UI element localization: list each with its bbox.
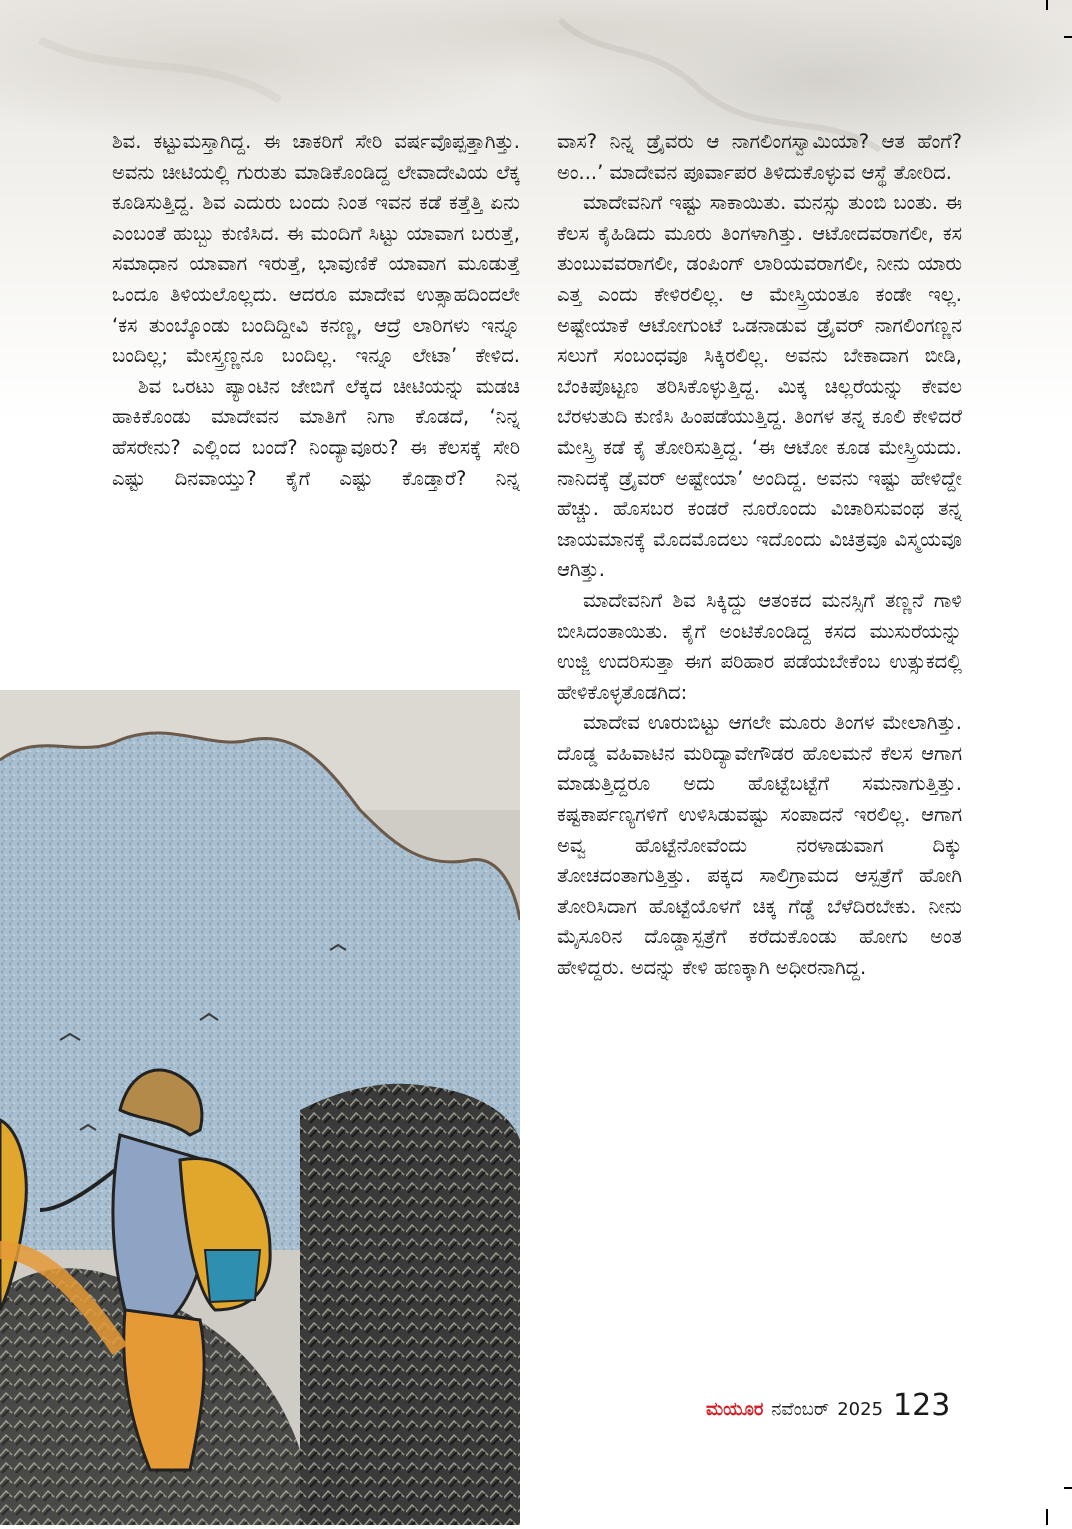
- article-paragraph: ವಾಸ? ನಿನ್ನ ಡ್ರೈವರು ಆ ನಾಗಲಿಂಗಸ್ವಾಮಿಯಾ? ಆತ ಹೆಂಗೆ? ಅಂ...’ ಮಾದೇವನ ಪೂರ್ವಾಪರ ತಿಳಿದುಕೊಳ್ಳುವ ಆಸ್ಥೆ ತೋರಿದ.: [557, 130, 962, 184]
- page-footer: [706, 1388, 966, 1432]
- crop-mark: [1064, 36, 1072, 38]
- article-paragraph: ಶಿವ ಒರಟು ಪ್ಯಾಂಟಿನ ಜೇಬಿಗೆ ಲೆಕ್ಕದ ಚೀಟಿಯನ್ನು ಮಡಚಿ ಹಾಕಿಕೊಂಡು ಮಾದೇವನ ಮಾತಿಗೆ ನಿಗಾ ಕೊಡದೆ, ‘ನಿನ್ನ ಹೆಸರೇನು? ಎಲ್ಲಿಂದ ಬಂದೆ? ನಿಂದ್ಯಾವೂರು? ಈ ಕೆಲಸಕ್ಕೆ ಸೇರಿ ಎಷ್ಟು ದಿನವಾಯ್ತು? ಕೈಗೆ ಎಷ್ಟು ಕೊಡ್ತಾರೆ? ನಿನ್ನ: [112, 374, 520, 490]
- article-paragraph: ಮಾದೇವನಿಗೆ ಶಿವ ಸಿಕ್ಕಿದ್ದು ಆತಂಕದ ಮನಸ್ಸಿಗೆ ತಣ್ಣನೆ ಗಾಳಿ ಬೀಸಿದಂತಾಯಿತು. ಕೈಗೆ ಅಂಟಿಕೊಂಡಿದ್ದ ಕಸದ ಮುಸುರೆಯನ್ನು ಉಜ್ಜಿ ಉದರಿಸುತ್ತಾ ಈಗ ಪರಿಹಾರ ಪಡೆಯಬೇಕೆಂಬ ಉತ್ಸುಕದಲ್ಲಿ ಹೇಳಿಕೊಳ್ಳತೊಡಗಿದ:: [557, 588, 962, 704]
- article-paragraph: ಮಾದೇವ ಊರುಬಿಟ್ಟು ಆಗಲೇ ಮೂರು ತಿಂಗಳ ಮೇಲಾಗಿತ್ತು. ದೊಡ್ಡ ವಹಿವಾಟಿನ ಮರಿದ್ಯಾವೇಗೌಡರ ಹೊಲಮನೆ ಕೆಲಸ ಆಗಾಗ ಮಾಡುತ್ತಿದ್ದರೂ ಅದು ಹೊಟ್ಟೆಬಟ್ಟೆಗೆ ಸಮನಾಗುತ್ತಿತ್ತು. ಕಷ್ಟಕಾರ್ಪಣ್ಯಗಳಿಗೆ ಉಳಿಸಿಡುವಷ್ಟು ಸಂಪಾದನೆ ಇರಲಿಲ್ಲ. ಆಗಾಗ ಅವ್ವ ಹೊಟ್ಟೆನೋವೆಂದು ನರಳಾಡುವಾಗ ದಿಕ್ಕು ತೋಚದಂತಾಗುತ್ತಿತ್ತು. ಪಕ್ಕದ ಸಾಲಿಗ್ರಾಮದ ಆಸ್ಪತ್ರೆಗೆ ಹೋಗಿ ತೋರಿಸಿದಾಗ ಹೊಟ್ಟೆಯೊಳಗೆ ಚಿಕ್ಕ ಗೆಡ್ಡೆ ಬೆಳೆದಿರಬೇಕು. ನೀನು ಮೈಸೂರಿನ ದೊಡ್ಡಾಸ್ಪತ್ರೆಗೆ ಕರೆದುಕೊಂಡು ಹೋಗು ಅಂತ ಹೇಳಿದ್ದರು. ಅದನ್ನು ಕೇಳಿ ಹಣಕ್ಕಾಗಿ ಅಧೀರನಾಗಿದ್ದ.: [557, 711, 962, 980]
- illustration-hikers-art: [0, 690, 520, 1525]
- article-column-right: [557, 127, 962, 984]
- crop-mark: [1064, 1487, 1072, 1489]
- page-number: 123: [893, 1388, 951, 1423]
- story-illustration: [0, 690, 520, 1525]
- issue-month: ನವೆಂಬರ್: [771, 1399, 830, 1420]
- crop-mark: [1046, 1509, 1048, 1525]
- issue-year: 2025: [837, 1399, 884, 1420]
- magazine-brand-logo: ಮಯೂರ: [706, 1399, 764, 1420]
- crop-mark: [1046, 0, 1048, 10]
- article-paragraph: ಶಿವ. ಕಟ್ಟುಮಸ್ತಾಗಿದ್ದ. ಈ ಚಾಕರಿಗೆ ಸೇರಿ ವರ್ಷವೊಪ್ಪತ್ತಾಗಿತ್ತು. ಅವನು ಚೀಟಿಯಲ್ಲಿ ಗುರುತು ಮಾಡಿಕೊಂಡಿದ್ದ ಲೇವಾದೇವಿಯ ಲೆಕ್ಕ ಕೂಡಿಸುತ್ತಿದ್ದ. ಶಿವ ಎದುರು ಬಂದು ನಿಂತ ಇವನ ಕಡೆ ಕತ್ತೆತ್ತಿ ಏನು ಎಂಬಂತೆ ಹುಬ್ಬು ಕುಣಿಸಿದ. ಈ ಮಂದಿಗೆ ಸಿಟ್ಟು ಯಾವಾಗ ಬರುತ್ತೆ, ಸಮಾಧಾನ ಯಾವಾಗ ಇರುತ್ತೆ, ಭಾವುಣಿಕೆ ಯಾವಾಗ ಮೂಡುತ್ತೆ ಒಂದೂ ತಿಳಿಯಲೊಲ್ಲದು. ಆದರೂ ಮಾದೇವ ಉತ್ಸಾಹದಿಂದಲೇ ‘ಕಸ ತುಂಬ್ಕೊಂಡು ಬಂದಿದ್ದೀವಿ ಕನಣ್ಣ, ಆದ್ರೆ ಲಾರಿಗಳು ಇನ್ನೂ ಬಂದಿಲ್ಲ; ಮೇಸ್ತ್ರಣ್ಣನೂ ಬಂದಿಲ್ಲ. ಇನ್ನೂ ಲೇಟಾ’ ಕೇಳಿದ.: [112, 130, 520, 368]
- article-paragraph: ಮಾದೇವನಿಗೆ ಇಷ್ಟು ಸಾಕಾಯಿತು. ಮನಸ್ಸು ತುಂಬಿ ಬಂತು. ಈ ಕೆಲಸ ಕೈಹಿಡಿದು ಮೂರು ತಿಂಗಳಾಗಿತ್ತು. ಆಟೋದವರಾಗಲೀ, ಕಸ ತುಂಬುವವರಾಗಲೀ, ಡಂಪಿಂಗ್ ಲಾರಿಯವರಾಗಲೀ, ನೀನು ಯಾರು ಎತ್ತ ಎಂದು ಕೇಳಿರಲಿಲ್ಲ. ಆ ಮೇಸ್ತ್ರಿಯಂತೂ ಕಂಡೇ ಇಲ್ಲ. ಅಷ್ಟೇಯಾಕೆ ಆಟೋಗುಂಟೆ ಒಡನಾಡುವ ಡ್ರೈವರ್ ನಾಗಲಿಂಗಣ್ಣನ ಸಲುಗೆ ಸಂಬಂಧವೂ ಸಿಕ್ಕಿರಲಿಲ್ಲ. ಅವನು ಬೇಕಾದಾಗ ಬೀಡಿ, ಬೆಂಕಿಪೊಟ್ಟಣ ತರಿಸಿಕೊಳ್ಳುತ್ತಿದ್ದ. ಮಿಕ್ಕ ಚಿಲ್ಲರೆಯನ್ನು ಕೇವಲ ಬೆರಳುತುದಿ ಕುಣಿಸಿ ಹಿಂಪಡೆಯುತ್ತಿದ್ದ. ತಿಂಗಳ ತನ್ನ ಕೂಲಿ ಕೇಳಿದರೆ ಮೇಸ್ತ್ರಿ ಕಡೆ ಕೈ ತೋರಿಸುತ್ತಿದ್ದ. ‘ಈ ಆಟೋ ಕೂಡ ಮೇಸ್ತ್ರಿಯದು. ನಾನಿದಕ್ಕೆ ಡ್ರೈವರ್ ಅಷ್ಟೇಯಾ’ ಅಂದಿದ್ದ. ಅವನು ಇಷ್ಟು ಹೇಳಿದ್ದೇ ಹೆಚ್ಚು. ಹೊಸಬರ ಕಂಡರೆ ನೂರೊಂದು ವಿಚಾರಿಸುವಂಥ ತನ್ನ ಜಾಯಮಾನಕ್ಕೆ ಮೊದಮೊದಲು ಇದೊಂದು ವಿಚಿತ್ರವೂ ವಿಸ್ಮಯವೂ ಆಗಿತ್ತು.: [557, 191, 962, 582]
- article-column-left: [112, 127, 520, 494]
